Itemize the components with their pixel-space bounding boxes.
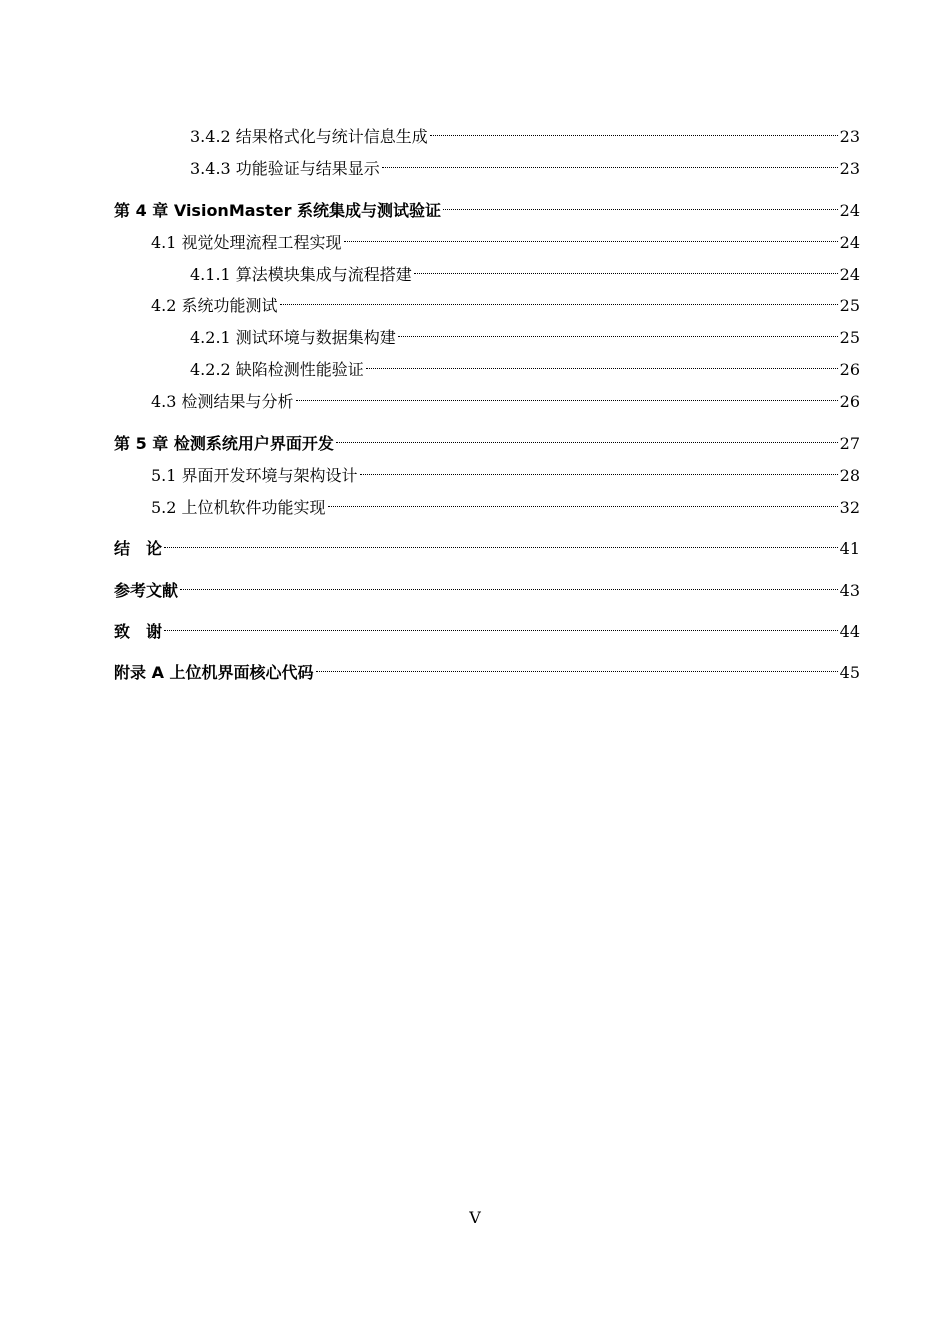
toc-leader-dots [164, 613, 838, 637]
toc-entry[interactable] [151, 383, 860, 411]
toc-entry-page: 25 [839, 328, 860, 347]
toc-leader-dots [316, 654, 838, 678]
toc-entry[interactable] [151, 489, 860, 517]
toc-entry-page: 26 [839, 392, 860, 411]
toc-entry-title: 参考文献 [114, 581, 179, 600]
toc-entry[interactable] [190, 351, 860, 379]
toc-entry-page: 25 [839, 296, 860, 315]
page-number: V [469, 1208, 481, 1227]
toc-entry-page: 24 [839, 265, 860, 284]
toc-entry-title: 致 谢 [114, 622, 163, 641]
toc-leader-dots [443, 192, 838, 216]
toc-entry-page: 27 [839, 434, 860, 453]
toc-entry-title: 5.2 上位机软件功能实现 [151, 498, 326, 517]
toc-entry-page: 43 [839, 581, 860, 600]
toc-entry-page: 44 [839, 622, 860, 641]
toc-leader-dots [164, 530, 838, 554]
toc-entry-title: 3.4.3 功能验证与结果显示 [190, 159, 380, 178]
toc-entry-title: 4.1.1 算法模块集成与流程搭建 [190, 265, 412, 284]
toc-entry-page: 23 [839, 127, 860, 146]
toc-entry-title: 第 5 章 检测系统用户界面开发 [114, 434, 334, 453]
toc-leader-dots [280, 287, 838, 311]
toc-entry-title: 4.1 视觉处理流程工程实现 [151, 233, 342, 252]
toc-entry-title: 4.3 检测结果与分析 [151, 392, 294, 411]
toc-entry[interactable] [151, 224, 860, 252]
toc-entry[interactable] [190, 319, 860, 347]
toc-entry-page: 24 [839, 233, 860, 252]
toc-entry-page: 26 [839, 360, 860, 379]
toc-entry-page: 41 [839, 539, 860, 558]
toc-entry-title: 3.4.2 结果格式化与统计信息生成 [190, 127, 428, 146]
toc-entry-title: 5.1 界面开发环境与架构设计 [151, 466, 358, 485]
toc-entry-title: 第 4 章 VisionMaster 系统集成与测试验证 [114, 201, 442, 220]
toc-entry[interactable] [190, 150, 860, 178]
toc-leader-dots [296, 383, 838, 407]
toc-leader-dots [366, 351, 838, 375]
toc-entry[interactable] [114, 572, 860, 600]
toc-entry[interactable] [190, 118, 860, 146]
toc-entry-page: 45 [839, 663, 860, 682]
toc-leader-dots [430, 118, 838, 142]
toc-leader-dots [336, 425, 838, 449]
toc-entry-title: 4.2 系统功能测试 [151, 296, 278, 315]
toc-entry[interactable] [114, 425, 860, 453]
toc-leader-dots [180, 572, 838, 596]
toc-entry-title: 附录 A 上位机界面核心代码 [114, 663, 314, 682]
toc-entry[interactable] [190, 256, 860, 284]
toc-leader-dots [382, 150, 838, 174]
toc-entry[interactable] [114, 192, 860, 220]
toc-entry-page: 24 [839, 201, 860, 220]
toc-entry-page: 28 [839, 466, 860, 485]
toc-entry[interactable] [114, 654, 860, 682]
toc-leader-dots [328, 489, 838, 513]
toc-entry-title: 4.2.1 测试环境与数据集构建 [190, 328, 396, 347]
toc-leader-dots [398, 319, 838, 343]
toc-entry[interactable] [114, 530, 860, 558]
toc-leader-dots [360, 457, 838, 481]
toc-entry-page: 32 [839, 498, 860, 517]
toc-leader-dots [344, 224, 838, 248]
toc-entry[interactable] [114, 613, 860, 641]
toc-entry-title: 4.2.2 缺陷检测性能验证 [190, 360, 364, 379]
toc-entry[interactable] [151, 287, 860, 315]
toc-entry[interactable] [151, 457, 860, 485]
toc-entry-title: 结 论 [114, 539, 163, 558]
toc-entry-page: 23 [839, 159, 860, 178]
toc-leader-dots [414, 256, 838, 280]
